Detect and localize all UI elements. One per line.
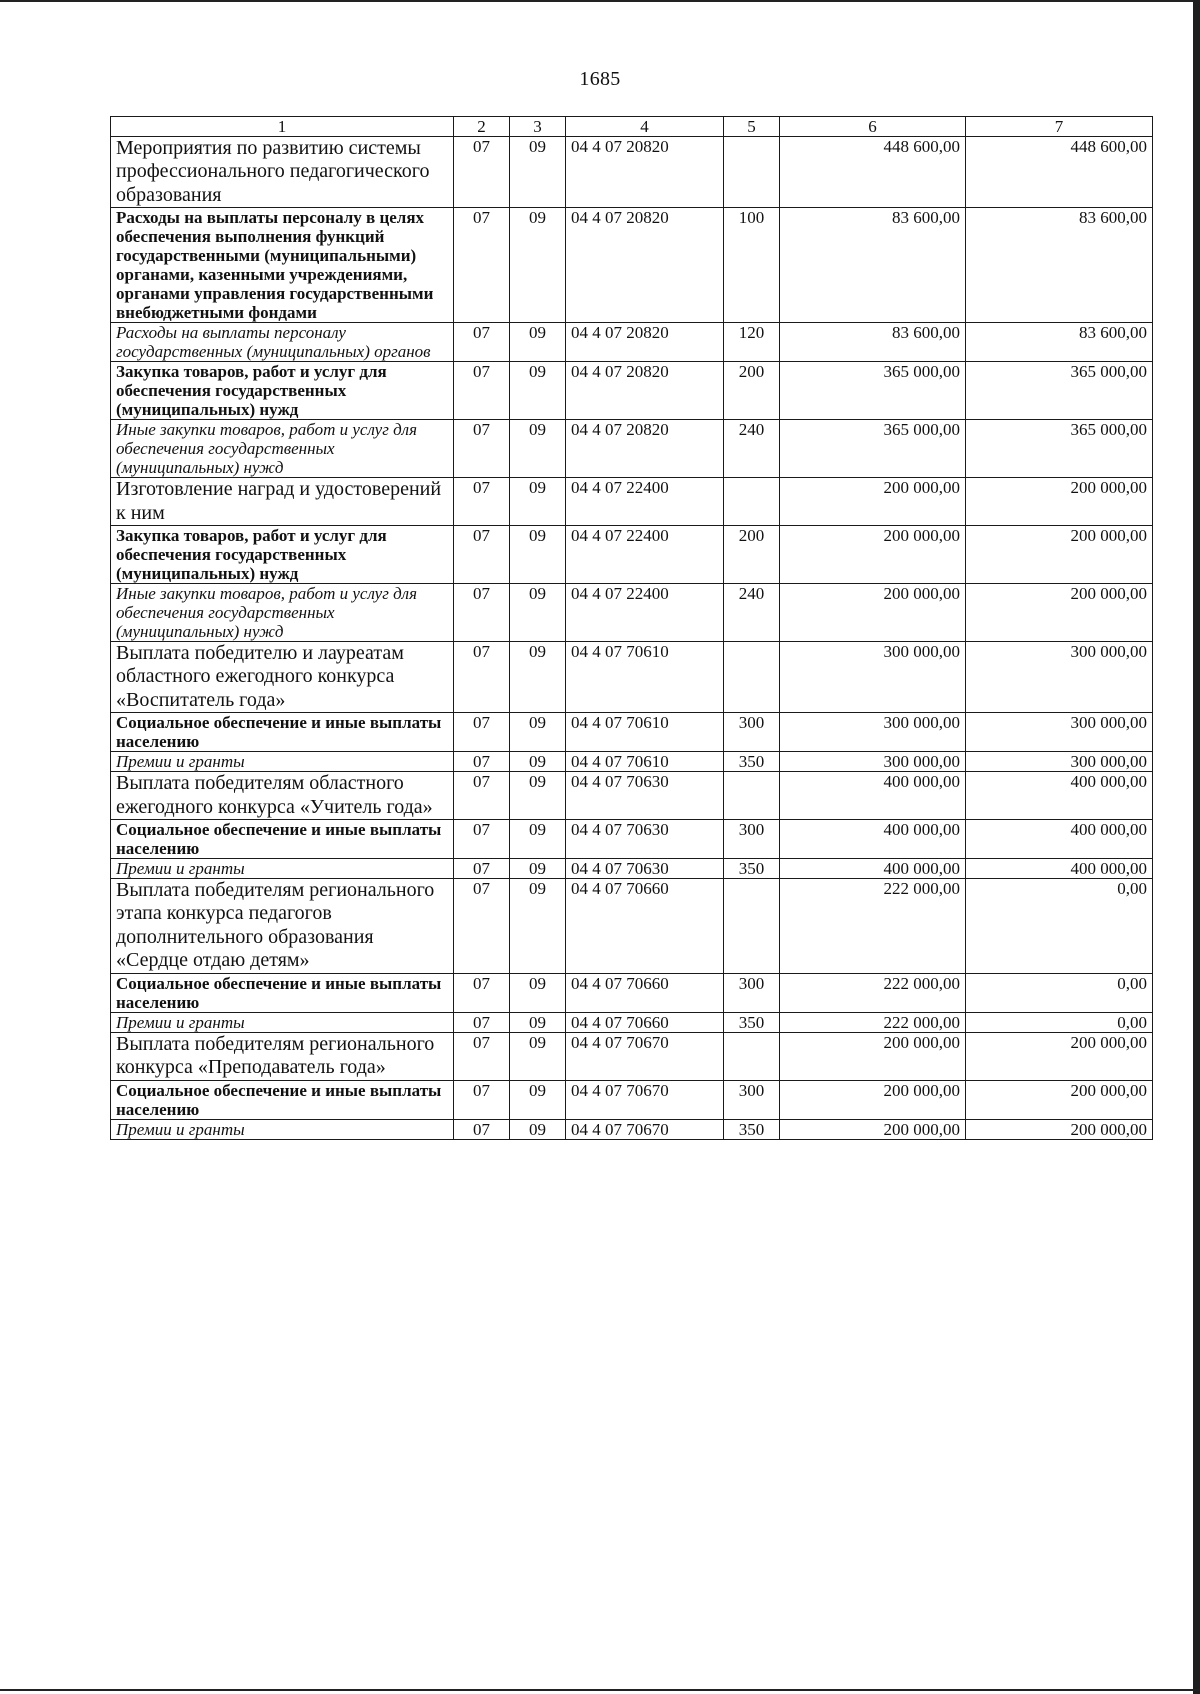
expense-type-cell: 200: [724, 526, 780, 584]
amount-col6-cell: 400 000,00: [780, 772, 966, 820]
expense-type-cell: 350: [724, 859, 780, 879]
table-row: [111, 362, 1153, 420]
page-number: 1685: [579, 68, 621, 90]
amount-col6-cell: 365 000,00: [780, 362, 966, 420]
amount-col7-cell: 400 000,00: [966, 859, 1153, 879]
bottom-border-line: [0, 1689, 1200, 1691]
table-row: [111, 526, 1153, 584]
expense-type-cell: 240: [724, 584, 780, 642]
subsection-code-cell: 09: [510, 713, 566, 752]
subsection-code-cell: 09: [510, 1080, 566, 1119]
expense-name-cell: Мероприятия по развитию системы профессионального педагогического образования: [111, 137, 454, 208]
table-row: [111, 879, 1153, 974]
amount-col6-cell: 300 000,00: [780, 752, 966, 772]
expense-name-cell: Иные закупки товаров, работ и услуг для обеспечения государственных (муниципальных) нужд: [111, 584, 454, 642]
amount-col7-cell: 448 600,00: [966, 137, 1153, 208]
target-article-cell: 04 4 07 20820: [566, 420, 724, 478]
amount-col7-cell: 200 000,00: [966, 584, 1153, 642]
column-header: 4: [566, 117, 724, 137]
amount-col7-cell: 365 000,00: [966, 362, 1153, 420]
expense-type-cell: 350: [724, 1012, 780, 1032]
subsection-code-cell: 09: [510, 879, 566, 974]
expense-type-cell: 300: [724, 713, 780, 752]
amount-col6-cell: 222 000,00: [780, 973, 966, 1012]
amount-col7-cell: 200 000,00: [966, 1119, 1153, 1139]
amount-col7-cell: 0,00: [966, 879, 1153, 974]
section-code-cell: 07: [454, 208, 510, 323]
amount-col6-cell: 448 600,00: [780, 137, 966, 208]
column-header: 3: [510, 117, 566, 137]
expense-name-cell: Социальное обеспечение и иные выплаты населению: [111, 713, 454, 752]
expense-type-cell: [724, 478, 780, 526]
target-article-cell: 04 4 07 70660: [566, 879, 724, 974]
table-row: [111, 478, 1153, 526]
amount-col6-cell: 200 000,00: [780, 584, 966, 642]
amount-col6-cell: 222 000,00: [780, 879, 966, 974]
table-row: [111, 323, 1153, 362]
table-row: [111, 1012, 1153, 1032]
table-row: [111, 859, 1153, 879]
section-code-cell: 07: [454, 1119, 510, 1139]
subsection-code-cell: 09: [510, 526, 566, 584]
table-row: [111, 1032, 1153, 1080]
expense-type-cell: [724, 642, 780, 713]
subsection-code-cell: 09: [510, 973, 566, 1012]
table-row: [111, 137, 1153, 208]
amount-col7-cell: 300 000,00: [966, 642, 1153, 713]
target-article-cell: 04 4 07 70670: [566, 1080, 724, 1119]
section-code-cell: 07: [454, 323, 510, 362]
expense-name-cell: Изготовление наград и удостоверений к ним: [111, 478, 454, 526]
amount-col6-cell: 200 000,00: [780, 478, 966, 526]
expense-type-cell: [724, 137, 780, 208]
subsection-code-cell: 09: [510, 820, 566, 859]
target-article-cell: 04 4 07 70610: [566, 713, 724, 752]
table-row: [111, 973, 1153, 1012]
subsection-code-cell: 09: [510, 362, 566, 420]
amount-col7-cell: 300 000,00: [966, 713, 1153, 752]
expense-type-cell: 300: [724, 1080, 780, 1119]
expense-name-cell: Социальное обеспечение и иные выплаты населению: [111, 820, 454, 859]
budget-table: [110, 116, 1153, 1140]
expense-name-cell: Расходы на выплаты персоналу в целях обеспечения выполнения функций государственными (муниципальными) органами, казенными учреждениями, органами управления государственными внебюджетными фондами: [111, 208, 454, 323]
expense-name-cell: Премии и гранты: [111, 1119, 454, 1139]
expense-type-cell: 100: [724, 208, 780, 323]
amount-col7-cell: 200 000,00: [966, 1032, 1153, 1080]
table-row: [111, 208, 1153, 323]
column-header: 1: [111, 117, 454, 137]
target-article-cell: 04 4 07 20820: [566, 137, 724, 208]
expense-name-cell: Выплата победителям регионального конкурса «Преподаватель года»: [111, 1032, 454, 1080]
amount-col7-cell: 0,00: [966, 973, 1153, 1012]
amount-col6-cell: 300 000,00: [780, 713, 966, 752]
amount-col6-cell: 200 000,00: [780, 1032, 966, 1080]
section-code-cell: 07: [454, 1080, 510, 1119]
expense-name-cell: Выплата победителю и лауреатам областного ежегодного конкурса «Воспитатель года»: [111, 642, 454, 713]
section-code-cell: 07: [454, 526, 510, 584]
subsection-code-cell: 09: [510, 323, 566, 362]
section-code-cell: 07: [454, 713, 510, 752]
table-row: [111, 420, 1153, 478]
table-row: [111, 1080, 1153, 1119]
amount-col7-cell: 200 000,00: [966, 526, 1153, 584]
amount-col6-cell: 83 600,00: [780, 323, 966, 362]
column-header: 7: [966, 117, 1153, 137]
expense-type-cell: [724, 772, 780, 820]
expense-name-cell: Закупка товаров, работ и услуг для обеспечения государственных (муниципальных) нужд: [111, 362, 454, 420]
amount-col7-cell: 365 000,00: [966, 420, 1153, 478]
expense-type-cell: 240: [724, 420, 780, 478]
expense-name-cell: Социальное обеспечение и иные выплаты населению: [111, 973, 454, 1012]
section-code-cell: 07: [454, 752, 510, 772]
amount-col6-cell: 400 000,00: [780, 859, 966, 879]
expense-name-cell: Иные закупки товаров, работ и услуг для обеспечения государственных (муниципальных) нужд: [111, 420, 454, 478]
subsection-code-cell: 09: [510, 642, 566, 713]
expense-type-cell: [724, 1032, 780, 1080]
top-border-line: [0, 0, 1200, 2]
expense-name-cell: Выплата победителям областного ежегодного конкурса «Учитель года»: [111, 772, 454, 820]
subsection-code-cell: 09: [510, 859, 566, 879]
target-article-cell: 04 4 07 70660: [566, 973, 724, 1012]
target-article-cell: 04 4 07 70630: [566, 859, 724, 879]
column-header: 2: [454, 117, 510, 137]
amount-col7-cell: 300 000,00: [966, 752, 1153, 772]
table-row: [111, 713, 1153, 752]
subsection-code-cell: 09: [510, 772, 566, 820]
table-row: [111, 752, 1153, 772]
target-article-cell: 04 4 07 20820: [566, 208, 724, 323]
amount-col7-cell: 400 000,00: [966, 820, 1153, 859]
subsection-code-cell: 09: [510, 478, 566, 526]
expense-name-cell: Расходы на выплаты персоналу государственных (муниципальных) органов: [111, 323, 454, 362]
target-article-cell: 04 4 07 22400: [566, 584, 724, 642]
amount-col6-cell: 200 000,00: [780, 526, 966, 584]
subsection-code-cell: 09: [510, 208, 566, 323]
target-article-cell: 04 4 07 70630: [566, 772, 724, 820]
column-header: 6: [780, 117, 966, 137]
subsection-code-cell: 09: [510, 584, 566, 642]
section-code-cell: 07: [454, 859, 510, 879]
table-row: [111, 584, 1153, 642]
amount-col7-cell: 200 000,00: [966, 478, 1153, 526]
amount-col7-cell: 83 600,00: [966, 208, 1153, 323]
target-article-cell: 04 4 07 70670: [566, 1032, 724, 1080]
amount-col6-cell: 83 600,00: [780, 208, 966, 323]
expense-type-cell: 120: [724, 323, 780, 362]
target-article-cell: 04 4 07 22400: [566, 478, 724, 526]
target-article-cell: 04 4 07 70670: [566, 1119, 724, 1139]
amount-col6-cell: 300 000,00: [780, 642, 966, 713]
target-article-cell: 04 4 07 70610: [566, 642, 724, 713]
section-code-cell: 07: [454, 642, 510, 713]
section-code-cell: 07: [454, 1032, 510, 1080]
target-article-cell: 04 4 07 70610: [566, 752, 724, 772]
table-row: [111, 820, 1153, 859]
header-row: [111, 117, 1153, 137]
expense-name-cell: Выплата победителям регионального этапа конкурса педагогов дополнительного образования «Сердце отдаю детям»: [111, 879, 454, 974]
amount-col7-cell: 83 600,00: [966, 323, 1153, 362]
section-code-cell: 07: [454, 584, 510, 642]
section-code-cell: 07: [454, 420, 510, 478]
target-article-cell: 04 4 07 70630: [566, 820, 724, 859]
subsection-code-cell: 09: [510, 1119, 566, 1139]
budget-table-body: [111, 117, 1153, 1140]
table-row: [111, 642, 1153, 713]
section-code-cell: 07: [454, 879, 510, 974]
amount-col7-cell: 200 000,00: [966, 1080, 1153, 1119]
subsection-code-cell: 09: [510, 1012, 566, 1032]
expense-name-cell: Премии и гранты: [111, 752, 454, 772]
target-article-cell: 04 4 07 20820: [566, 362, 724, 420]
expense-name-cell: Социальное обеспечение и иные выплаты населению: [111, 1080, 454, 1119]
target-article-cell: 04 4 07 20820: [566, 323, 724, 362]
expense-type-cell: 300: [724, 820, 780, 859]
target-article-cell: 04 4 07 70660: [566, 1012, 724, 1032]
section-code-cell: 07: [454, 1012, 510, 1032]
expense-name-cell: Закупка товаров, работ и услуг для обеспечения государственных (муниципальных) нужд: [111, 526, 454, 584]
section-code-cell: 07: [454, 137, 510, 208]
expense-name-cell: Премии и гранты: [111, 1012, 454, 1032]
amount-col6-cell: 200 000,00: [780, 1080, 966, 1119]
expense-type-cell: 350: [724, 1119, 780, 1139]
amount-col7-cell: 400 000,00: [966, 772, 1153, 820]
subsection-code-cell: 09: [510, 1032, 566, 1080]
amount-col6-cell: 200 000,00: [780, 1119, 966, 1139]
subsection-code-cell: 09: [510, 420, 566, 478]
subsection-code-cell: 09: [510, 752, 566, 772]
section-code-cell: 07: [454, 973, 510, 1012]
scan-right-edge: [1193, 0, 1200, 1694]
expense-type-cell: 300: [724, 973, 780, 1012]
expense-type-cell: 200: [724, 362, 780, 420]
expense-type-cell: 350: [724, 752, 780, 772]
table-row: [111, 772, 1153, 820]
amount-col6-cell: 400 000,00: [780, 820, 966, 859]
section-code-cell: 07: [454, 820, 510, 859]
column-header: 5: [724, 117, 780, 137]
amount-col6-cell: 365 000,00: [780, 420, 966, 478]
expense-type-cell: [724, 879, 780, 974]
table-row: [111, 1119, 1153, 1139]
amount-col7-cell: 0,00: [966, 1012, 1153, 1032]
expense-name-cell: Премии и гранты: [111, 859, 454, 879]
target-article-cell: 04 4 07 22400: [566, 526, 724, 584]
subsection-code-cell: 09: [510, 137, 566, 208]
section-code-cell: 07: [454, 772, 510, 820]
section-code-cell: 07: [454, 362, 510, 420]
amount-col6-cell: 222 000,00: [780, 1012, 966, 1032]
section-code-cell: 07: [454, 478, 510, 526]
